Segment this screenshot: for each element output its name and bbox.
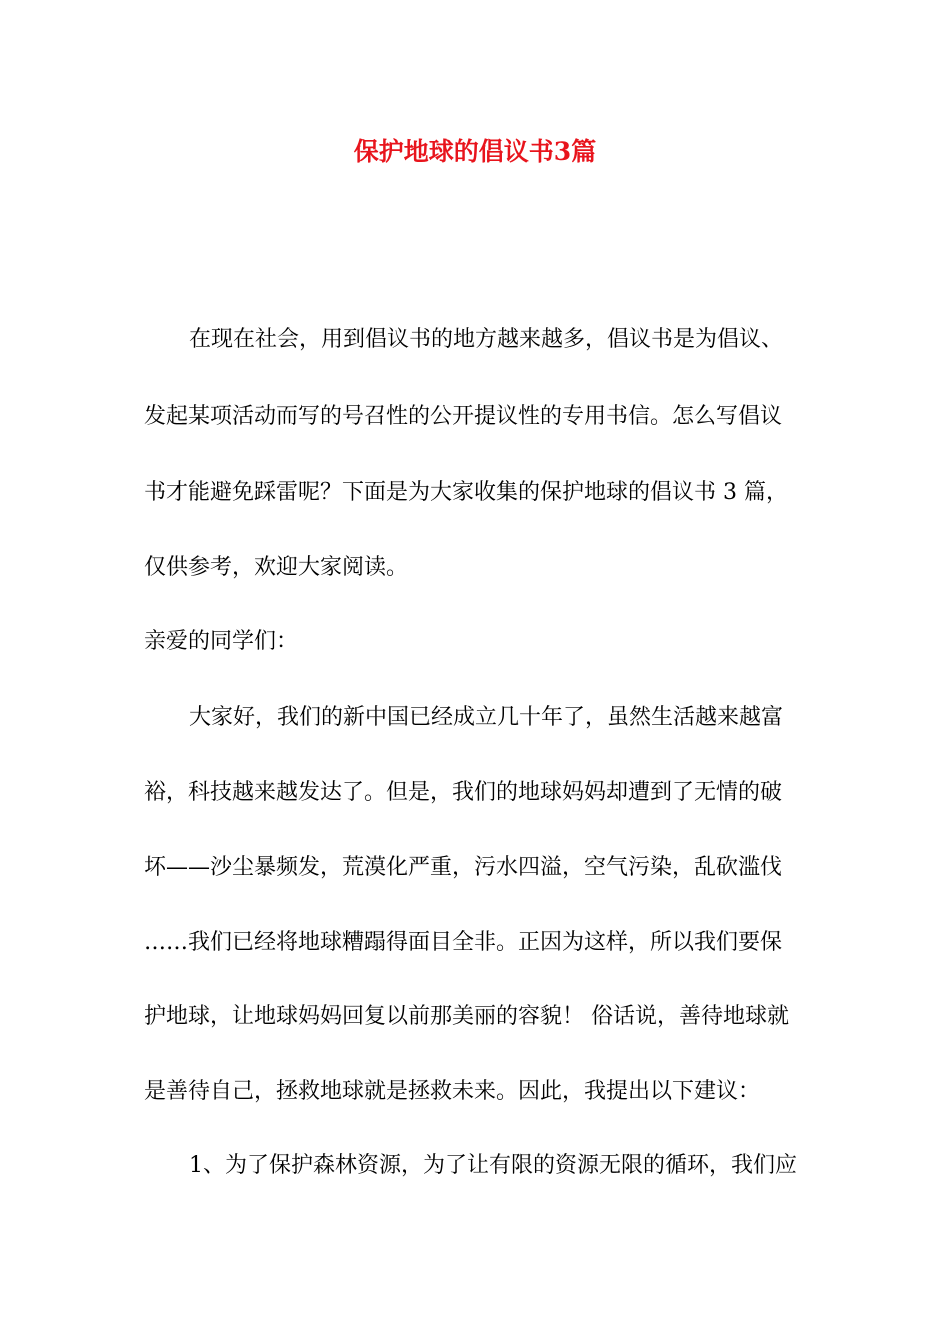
paragraph-line: 发起某项活动而写的号召性的公开提议性的专用书信。怎么写倡议	[144, 404, 783, 429]
salutation: 亲爱的同学们：	[144, 629, 299, 654]
paragraph-line: 在现在社会，用到倡议书的地方越来越多，倡议书是为倡议、	[189, 327, 784, 352]
paragraph-line: 护地球，让地球妈妈回复以前那美丽的容貌！ 俗话说，善待地球就	[144, 1004, 789, 1029]
paragraph-line: 仅供参考，欢迎大家阅读。	[144, 555, 409, 580]
paragraph-line: 大家好，我们的新中国已经成立几十年了，虽然生活越来越富	[189, 705, 784, 730]
paragraph-line: 书才能避免踩雷呢？下面是为大家收集的保护地球的倡议书 3 篇，	[144, 480, 788, 505]
paragraph-line: ……我们已经将地球糟蹋得面目全非。正因为这样，所以我们要保	[144, 930, 783, 955]
list-item-line: 1、为了保护森林资源，为了让有限的资源无限的循环，我们应	[189, 1153, 797, 1178]
paragraph-line: 坏——沙尘暴频发，荒漠化严重，污水四溢，空气污染，乱砍滥伐	[144, 855, 783, 880]
paragraph-line: 裕，科技越来越发达了。但是，我们的地球妈妈却遭到了无情的破	[144, 780, 783, 805]
paragraph-line: 是善待自己，拯救地球就是拯救未来。因此，我提出以下建议：	[144, 1079, 761, 1104]
document-title: 保护地球的倡议书3篇	[353, 137, 597, 166]
